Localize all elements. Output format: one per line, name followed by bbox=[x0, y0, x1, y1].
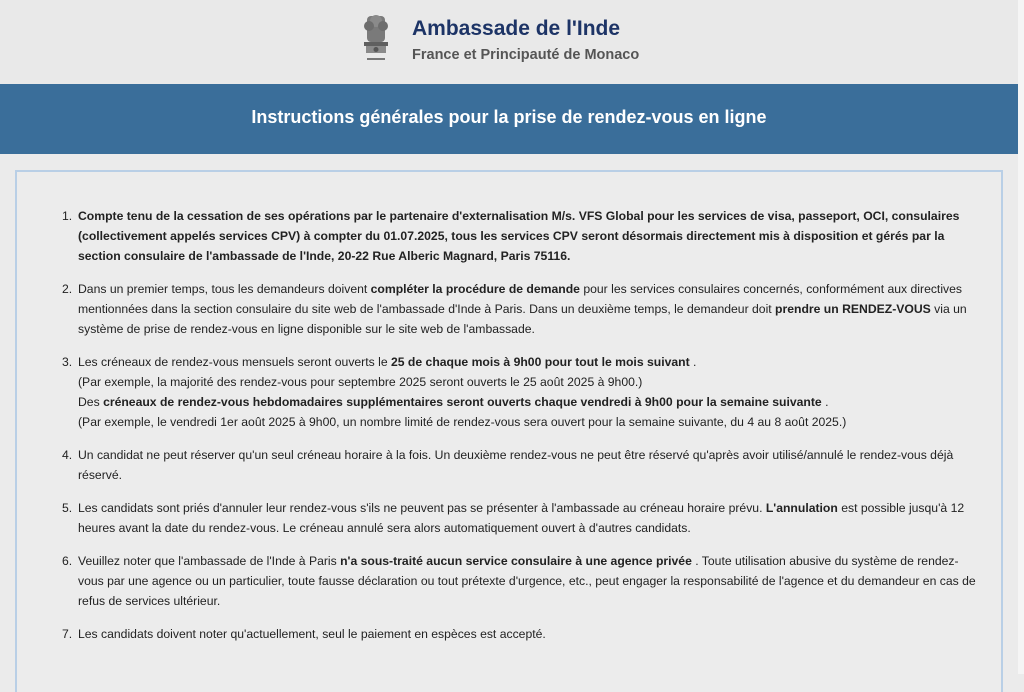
instruction-bold-text: 25 de chaque mois à 9h00 pour tout le mois suivant bbox=[390, 355, 690, 369]
instruction-text: Des bbox=[78, 395, 104, 409]
instruction-text: pour les services consulaires concernés, conformément aux directives mentionnées dans la section consulaire du site web de l'ambassade d'Inde à Paris. Dans un deuxième temps, le demandeur doit bbox=[78, 282, 962, 316]
instruction-item bbox=[62, 279, 977, 339]
instruction-text: Veuillez noter que l'ambassade de l'Inde à Paris bbox=[78, 554, 341, 568]
instruction-bold-text: n'a sous-traité aucun service consulaire à une agence privée bbox=[340, 554, 692, 568]
instruction-bold-text: compléter la procédure de demande bbox=[370, 282, 580, 296]
instructions-banner bbox=[0, 84, 1018, 154]
banner-heading: Instructions générales pour la prise de rendez-vous en ligne bbox=[251, 107, 767, 127]
instruction-number: 4. bbox=[62, 448, 73, 462]
instruction-text: est possible jusqu'à 12 heures avant la date du rendez-vous. Le créneau annulé sera alors automatiquement ouvert à d'autres candidats. bbox=[78, 501, 965, 535]
instruction-text: . bbox=[821, 395, 829, 409]
instruction-item bbox=[62, 206, 977, 266]
instruction-text: . Toute utilisation abusive du système de rendez-vous par une agence ou un particulier, toute fausse déclaration ou tout prétexte d'urgence, etc., peut engager la responsabilité de l'agence et du demandeur en cas de refus de services ultérieur. bbox=[78, 554, 976, 608]
instruction-text: Les candidats sont priés d'annuler leur rendez-vous s'ils ne peuvent pas se présenter à l'ambassade au créneau horaire prévu. bbox=[78, 501, 766, 515]
instruction-number: 1. bbox=[62, 209, 73, 223]
page-title: Ambassade de l'Inde bbox=[412, 17, 621, 40]
instructions-list bbox=[62, 206, 977, 657]
instruction-text: via un système de prise de rendez-vous en ligne disponible sur le site web de l'ambassade. bbox=[78, 302, 967, 336]
instruction-item bbox=[62, 624, 977, 644]
instruction-number: 7. bbox=[62, 627, 73, 641]
instruction-text: Les candidats doivent noter qu'actuellement, seul le paiement en espèces est accepté. bbox=[78, 627, 546, 641]
instruction-number: 6. bbox=[62, 554, 73, 568]
instruction-item bbox=[62, 352, 977, 432]
instruction-example: (Par exemple, le vendredi 1er août 2025 à 9h00, un nombre limité de rendez-vous sera ouvert pour la semaine suivante, du 4 au 8 août 2025.) bbox=[78, 415, 847, 429]
page-subtitle: France et Principauté de Monaco bbox=[412, 47, 640, 63]
instruction-number: 5. bbox=[62, 501, 73, 515]
instruction-item bbox=[62, 551, 977, 611]
instruction-bold-text: Compte tenu de la cessation de ses opérations par le partenaire d'externalisation M/s. VFS Global pour les services de visa, passeport, OCI, consulaires (collectivement appelés services CPV) à compter du 01.07.2025, tous les services CPV seront désormais directement mis à disposition et gérés par la section consulaire de l'ambassade de l'Inde, 20-22 Rue Alberic Magnard, Paris 75116. bbox=[78, 209, 960, 263]
national-emblem-icon bbox=[358, 12, 394, 68]
instruction-bold-text: L'annulation bbox=[765, 501, 838, 515]
instruction-bold-text: prendre un RENDEZ-VOUS bbox=[775, 302, 931, 316]
instruction-item bbox=[62, 445, 977, 485]
site-header bbox=[0, 0, 1018, 84]
instruction-bold-text: créneaux de rendez-vous hebdomadaires supplémentaires seront ouverts chaque vendredi à 9h00 pour la semaine suivante bbox=[103, 395, 822, 409]
instruction-text: Un candidat ne peut réserver qu'un seul créneau horaire à la fois. Un deuxième rendez-vous ne peut être réservé qu'après avoir utilisé/annulé le rendez-vous déjà réservé. bbox=[78, 448, 954, 482]
instruction-text: . bbox=[689, 355, 697, 369]
instruction-text: Les créneaux de rendez-vous mensuels seront ouverts le bbox=[78, 355, 391, 369]
instruction-number: 2. bbox=[62, 282, 73, 296]
instruction-text: Dans un premier temps, tous les demandeurs doivent bbox=[78, 282, 371, 296]
instruction-item bbox=[62, 498, 977, 538]
instruction-example: (Par exemple, la majorité des rendez-vous pour septembre 2025 seront ouverts le 25 août 2025 à 9h00.) bbox=[78, 375, 643, 389]
page-scrollbar[interactable] bbox=[1018, 0, 1024, 674]
instruction-number: 3. bbox=[62, 355, 73, 369]
